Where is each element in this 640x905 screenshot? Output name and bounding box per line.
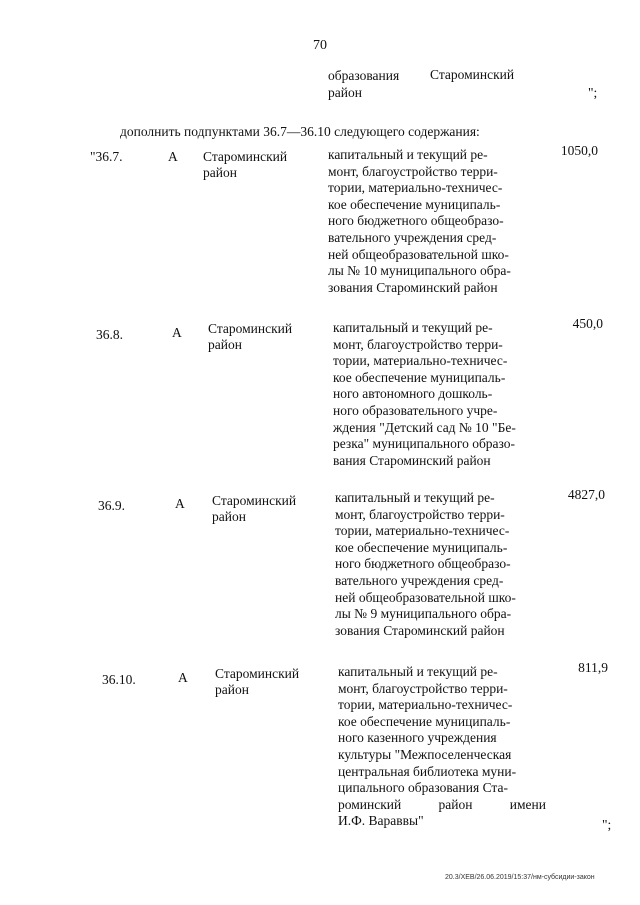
row-amount: 811,9 [578, 660, 608, 675]
description-line: И.Ф. Вараввы" [338, 813, 424, 829]
description-line: ней общеобразовательной шко- [328, 246, 509, 262]
description-line: капитальный и текущий ре- [333, 320, 493, 335]
row-category: А [168, 149, 178, 164]
row-description [335, 490, 543, 639]
description-line: капитальный и текущий ре- [335, 490, 495, 505]
recipient-line: район [203, 165, 237, 180]
description-line: ного автономного дошколь- [333, 386, 493, 402]
row-number: 36.10. [102, 672, 136, 687]
description-line: капитальный и текущий ре- [338, 664, 498, 679]
description-line: кое обеспечение муниципаль- [333, 369, 506, 385]
description-line: зования Староминский район [335, 622, 505, 638]
description-line: культуры "Межпоселенческая [338, 746, 512, 762]
description-line: монт, благоустройство терри- [338, 680, 508, 696]
row-category: А [175, 496, 185, 511]
document-stamp: 20.3/ХЕВ/26.06.2019/15:37/нм-субсидии-закон [445, 874, 595, 881]
recipient-line: район [208, 337, 242, 352]
recipient-line: район [215, 682, 249, 697]
recipient-line: Староминский [212, 493, 297, 508]
page-number: 70 [313, 38, 327, 53]
row-number: "36.7. [90, 149, 123, 164]
description-line: резка" муниципального образо- [333, 436, 516, 452]
row-category: А [178, 670, 188, 685]
description-line: центральная библиотека муни- [338, 763, 517, 779]
row-number: 36.9. [98, 498, 125, 513]
description-line: монт, благоустройство терри- [335, 506, 505, 522]
row-recipient [203, 149, 287, 181]
row-description [333, 320, 541, 469]
row-description [328, 147, 536, 296]
description-line: кое обеспечение муниципаль- [338, 713, 511, 729]
row-recipient [215, 666, 299, 698]
description-line: тории, материально-техничес- [338, 697, 513, 713]
row-category: А [172, 325, 182, 340]
description-line: лы № 10 муниципального обра- [328, 263, 511, 279]
description-line: ного бюджетного общеобразо- [328, 213, 504, 229]
description-line: вательного учреждения сред- [328, 229, 497, 245]
description-line: ней общеобразовательной шко- [335, 589, 516, 605]
top-closing-mark: "; [588, 85, 598, 100]
row-description [338, 664, 546, 830]
row-recipient [212, 493, 296, 525]
description-line: ного бюджетного общеобразо- [335, 556, 511, 572]
description-line: кое обеспечение муниципаль- [335, 539, 508, 555]
description-line: тории, материально-техничес- [335, 523, 510, 539]
description-line: кое обеспечение муниципаль- [328, 196, 501, 212]
description-line: вательного учреждения сред- [335, 572, 504, 588]
top-fragment-col2: Староминский [430, 67, 515, 82]
row-amount: 450,0 [572, 316, 603, 331]
closing-mark: "; [602, 817, 612, 832]
top-fragment-col1 [328, 67, 399, 101]
description-line: ного казенного учреждения [338, 730, 497, 746]
description-line: зования Староминский район [328, 279, 498, 295]
row-number: 36.8. [96, 327, 123, 342]
description-line: капитальный и текущий ре- [328, 147, 488, 162]
description-line: монт, благоустройство терри- [328, 163, 498, 179]
recipient-line: Староминский [203, 149, 288, 164]
description-line: вания Староминский район [333, 452, 491, 468]
top-fragment-word: образования [328, 68, 400, 83]
description-line: тории, материально-техничес- [328, 180, 503, 196]
row-amount: 4827,0 [567, 487, 605, 502]
description-line: ного образовательного учре- [333, 402, 498, 418]
description-line: роминский район имени [338, 796, 546, 812]
row-amount: 1050,0 [560, 143, 598, 158]
intro-sentence: дополнить подпунктами 36.7—36.10 следующего содержания: [120, 124, 480, 139]
description-line: ципального образования Ста- [338, 780, 508, 796]
description-line: лы № 9 муниципального обра- [335, 606, 512, 622]
description-line: тории, материально-техничес- [333, 353, 508, 369]
recipient-line: район [212, 509, 246, 524]
recipient-line: Староминский [208, 321, 293, 336]
description-line: монт, благоустройство терри- [333, 336, 503, 352]
description-line: ждения "Детский сад № 10 "Бе- [333, 419, 516, 435]
top-fragment-word: район [328, 85, 362, 100]
row-recipient [208, 321, 292, 353]
recipient-line: Староминский [215, 666, 300, 681]
